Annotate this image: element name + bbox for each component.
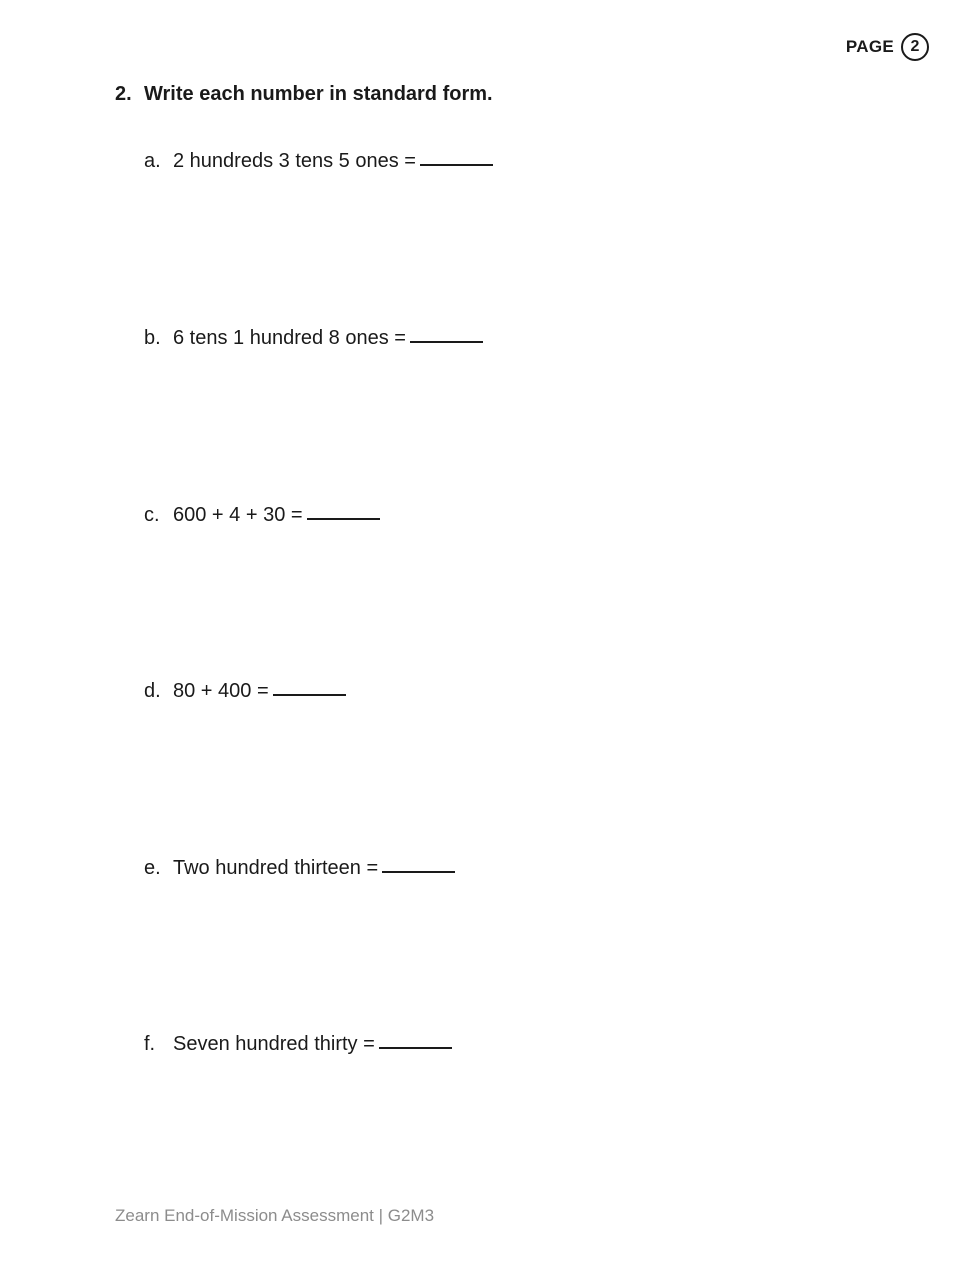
item-text: 6 tens 1 hundred 8 ones = [173, 327, 406, 349]
footer-caption: Zearn End-of-Mission Assessment | G2M3 [115, 1206, 435, 1225]
page-number-badge: 2 [901, 33, 929, 61]
answer-blank[interactable] [307, 518, 380, 520]
item-f [144, 1033, 452, 1056]
item-text: Two hundred thirteen = [173, 857, 379, 879]
answer-blank[interactable] [273, 694, 346, 696]
item-text: 2 hundreds 3 tens 5 ones = [173, 150, 416, 172]
item-b [144, 327, 483, 350]
item-letter: e. [144, 857, 161, 879]
item-a [144, 150, 493, 173]
item-letter: d. [144, 680, 161, 702]
answer-blank[interactable] [382, 871, 455, 873]
item-text: 80 + 400 = [173, 680, 269, 702]
item-letter: c. [144, 504, 160, 526]
item-text: 600 + 4 + 30 = [173, 504, 303, 526]
item-letter: b. [144, 327, 161, 349]
item-c [144, 504, 380, 527]
item-letter: a. [144, 150, 161, 172]
page-indicator [846, 33, 929, 61]
question-prompt [115, 83, 493, 106]
question-text: Write each number in standard form. [144, 83, 493, 105]
answer-blank[interactable] [379, 1047, 452, 1049]
item-letter: f. [144, 1033, 156, 1055]
item-e [144, 857, 455, 880]
page-label: PAGE [845, 37, 894, 56]
answer-blank[interactable] [410, 341, 483, 343]
item-d [144, 680, 346, 703]
question-number: 2. [115, 83, 132, 105]
item-text: Seven hundred thirty = [173, 1033, 375, 1055]
answer-blank[interactable] [420, 164, 493, 166]
